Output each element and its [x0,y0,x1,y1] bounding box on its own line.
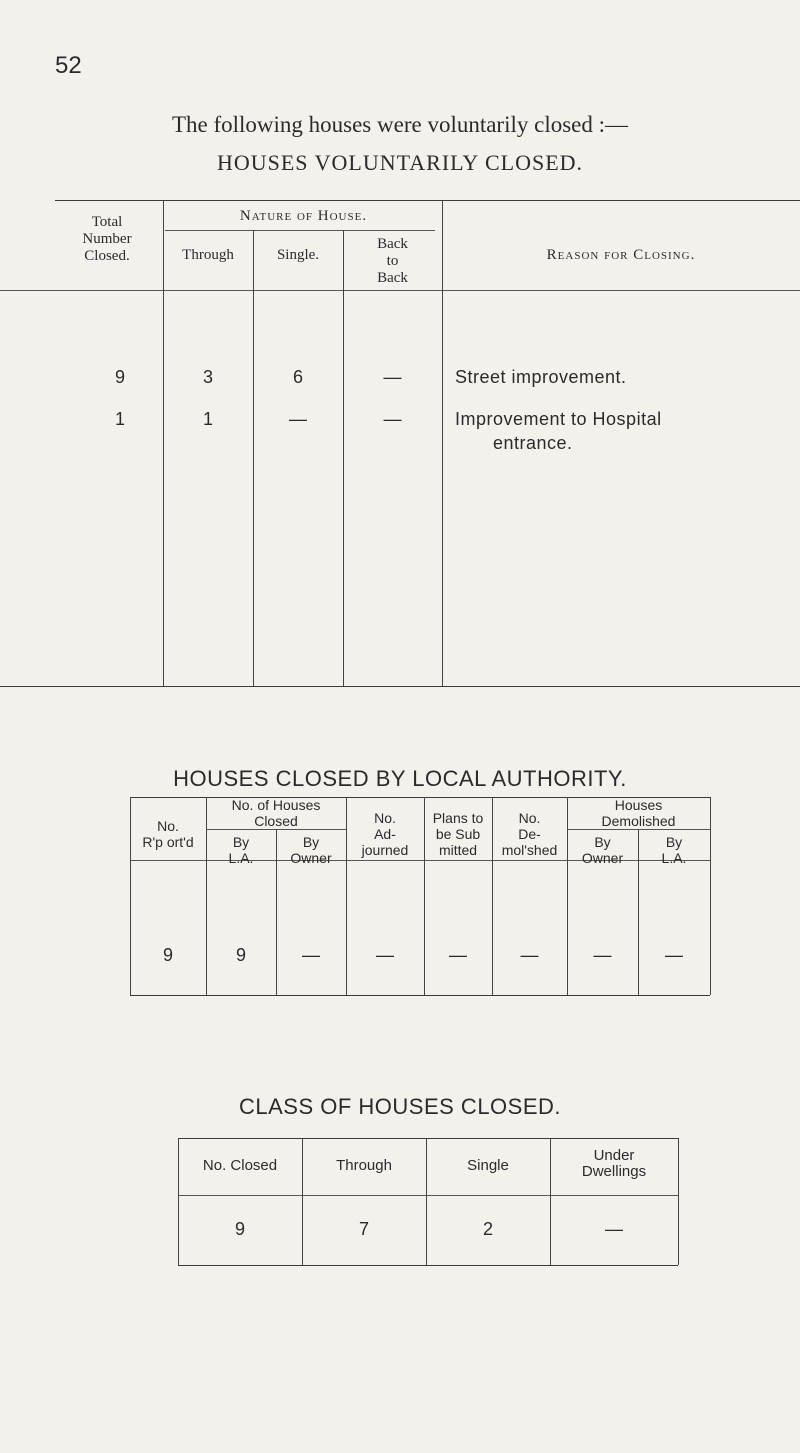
header-line: L.A. [228,850,254,866]
header-line: Number [82,231,132,247]
reason-cell: Street improvement. [455,367,627,387]
table-rule [55,200,800,201]
table-cell: 6 [292,367,303,387]
nature-of-house-header: Nature of House. [239,208,368,224]
column-divider [253,230,254,686]
table-rule [165,230,435,231]
single-header: Single. [276,247,320,263]
header-line: be Sub [435,826,481,842]
plans-header [424,810,492,858]
table-cell: — [376,945,394,965]
table-cell: 2 [482,1219,493,1239]
intro-text: The following houses were voluntarily closed :— [171,112,629,137]
table-rule [0,686,800,687]
under-dwellings-header [550,1148,678,1180]
table-cell: 9 [162,945,173,965]
table-rule [178,1195,678,1196]
table-cell: — [520,945,539,965]
through-header: Through [182,247,234,263]
through-header: Through [336,1157,392,1174]
header-line: Demolished [601,813,676,829]
header-line: No. of Houses [231,797,321,813]
header-line: Owner [290,850,332,866]
column-divider [442,200,443,686]
table-cell: — [605,1219,623,1239]
adjourned-header [346,810,424,858]
header-line: By [665,834,683,850]
reason-header: Reason for Closing. [546,247,696,263]
header-line: No. [374,810,396,826]
header-line: Back [377,236,408,252]
header-line: Total [91,214,123,230]
header-line: Closed. [84,248,130,264]
header-line: Under [593,1147,635,1164]
local-authority-table-title: HOUSES CLOSED BY LOCAL AUTHORITY. [173,766,627,791]
table-cell: — [383,409,402,429]
header-line: Houses [614,797,663,813]
table-cell: — [449,945,467,965]
back-to-back-header [343,236,442,287]
header-line: Dwellings [581,1163,647,1180]
header-line: to [386,253,399,269]
table-rule [130,995,710,996]
header-line: mitted [438,842,478,858]
table-cell: 7 [358,1219,369,1239]
demolished-by-la-header [638,834,710,866]
column-divider [163,200,164,686]
voluntary-table-title: HOUSES VOLUNTARILY CLOSED. [216,150,584,175]
houses-demolished-header [567,797,710,829]
table-cell: — [302,945,320,965]
column-divider [678,1138,679,1265]
table-rule [178,1265,678,1266]
table-rule [178,1138,678,1139]
demolished-count-header [492,810,567,858]
table-rule [0,290,800,291]
header-line: R'p ort'd [142,834,194,850]
header-line: No. [518,810,541,826]
header-line: Closed [254,813,298,829]
header-line: No. [157,818,179,834]
header-line: Back [377,270,408,286]
header-line: By [302,834,320,850]
header-line: By [594,834,611,850]
by-owner-header [276,834,346,866]
total-number-header [48,214,166,265]
reason-cell: Improvement to Hospital [455,409,662,429]
demolished-by-owner-header [567,834,638,866]
table-cell: 9 [234,1219,245,1239]
table-cell: — [593,945,612,965]
by-la-header [206,834,276,866]
header-line: journed [361,842,409,858]
header-line: L.A. [661,850,687,866]
table-cell: 9 [235,945,246,965]
table-cell: — [383,367,402,387]
table-cell: 3 [202,367,213,387]
header-line: mol'shed [501,842,558,858]
column-divider [710,797,711,995]
page-number: 52 [55,52,82,79]
table-cell: — [289,409,307,429]
single-header: Single [467,1157,509,1174]
class-table-title: CLASS OF HOUSES CLOSED. [238,1094,562,1119]
header-line: De- [518,826,541,842]
header-line: By [232,834,250,850]
column-divider [343,230,344,686]
table-cell: 9 [114,367,125,387]
no-closed-header: No. Closed [202,1157,278,1174]
header-line: Ad- [374,826,396,842]
reason-cell: entrance. [493,433,573,453]
houses-closed-header [206,797,346,829]
table-cell: 1 [114,409,125,429]
header-line: Plans to [432,810,484,826]
table-cell: 1 [202,409,213,429]
header-line: Owner [581,850,624,866]
table-cell: — [665,945,683,965]
reported-header [130,818,206,850]
